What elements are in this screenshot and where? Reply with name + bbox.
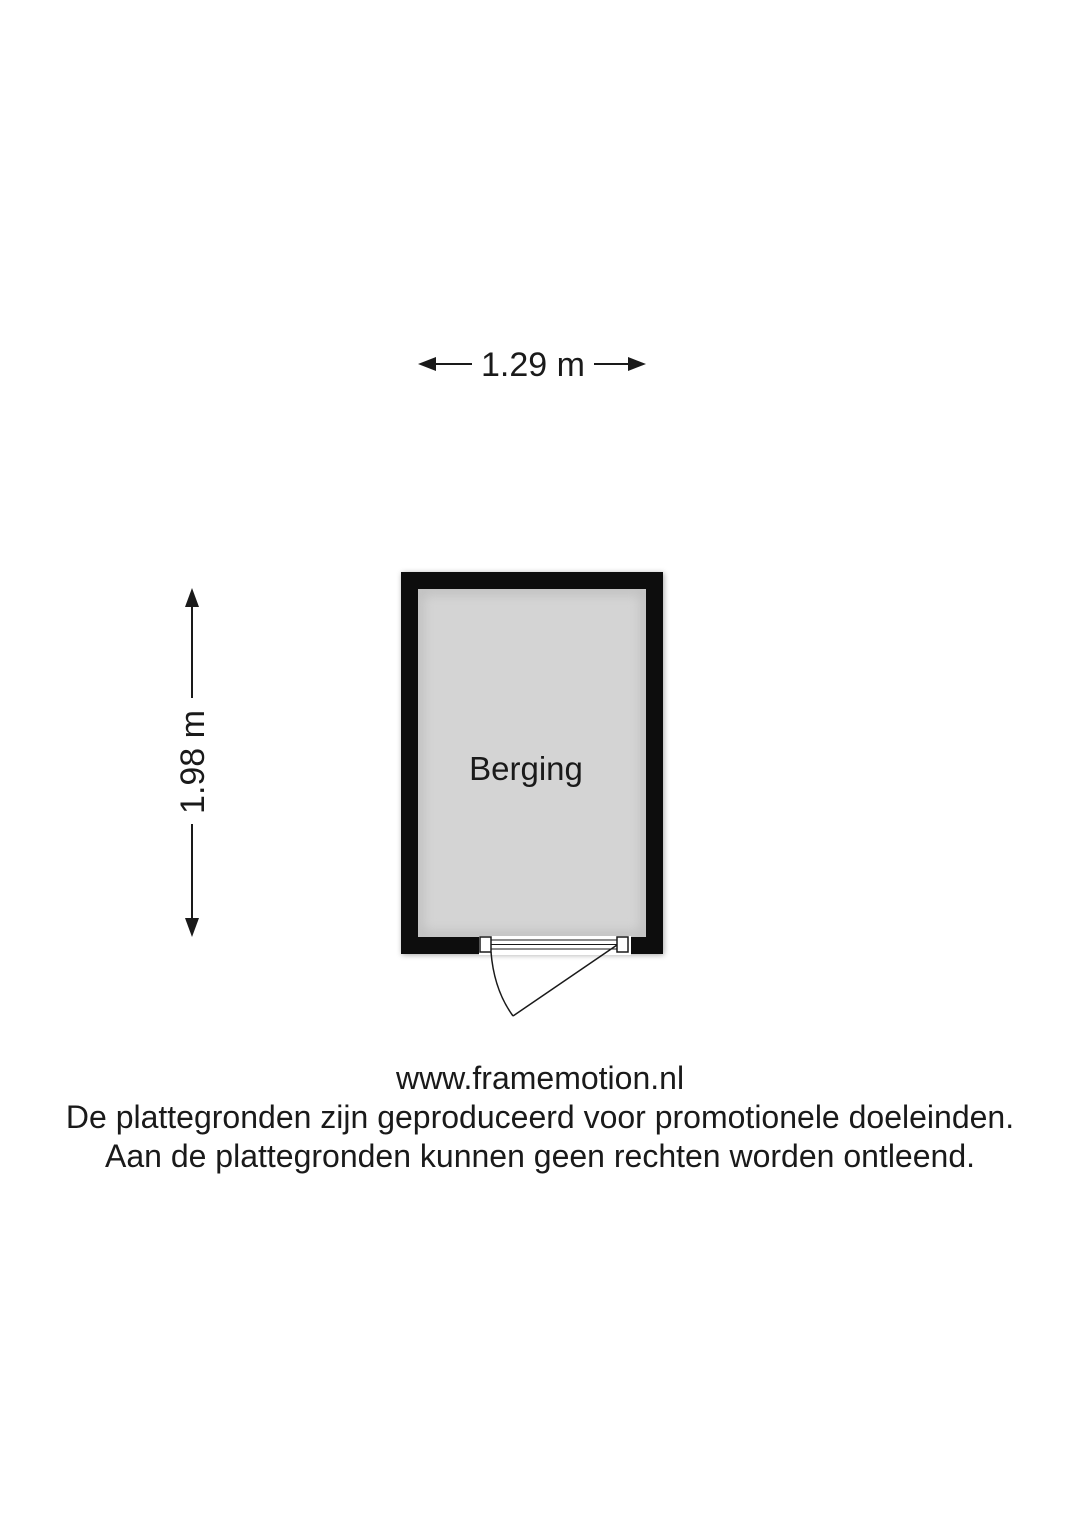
footer-disclaimer-line1: De plattegronden zijn geproduceerd voor promotionele doeleinden. — [65, 1099, 1015, 1135]
arrow-down-icon — [185, 918, 199, 937]
door-opening — [479, 936, 631, 955]
arrow-left-icon — [418, 357, 436, 371]
door-jamb-left — [480, 937, 491, 952]
footer-website: www.framemotion.nl — [395, 1060, 685, 1096]
width-dimension-label: 1.29 m — [481, 346, 585, 384]
arrow-right-icon — [628, 357, 646, 371]
height-dimension — [174, 588, 212, 937]
door-jamb-right — [617, 937, 628, 952]
door-swing-arc-icon — [491, 952, 513, 1016]
door-leaf — [513, 945, 617, 1016]
room-berging — [401, 572, 663, 1016]
height-dimension-label: 1.98 m — [174, 710, 212, 814]
width-dimension — [418, 346, 646, 384]
room-name-label: Berging — [469, 750, 583, 787]
footer — [0, 1059, 1080, 1176]
footer-disclaimer-line2: Aan de plattegronden kunnen geen rechten worden ontleend. — [104, 1138, 975, 1174]
